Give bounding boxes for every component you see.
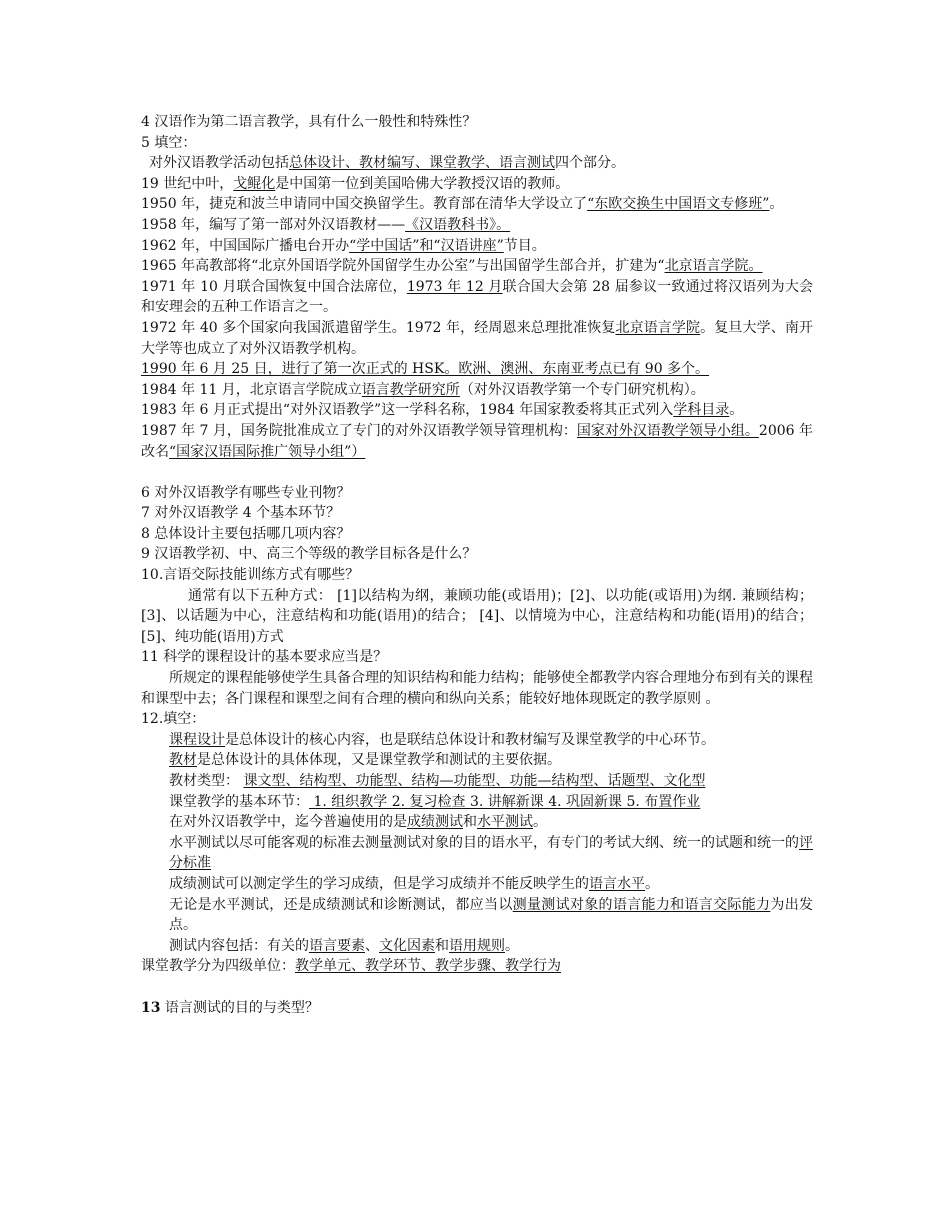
q5-line-2: 19 世纪中叶，戈鲲化是中国第一位到美国哈佛大学教授汉语的教师。	[141, 175, 570, 192]
q12-line-8: 无论是水平测试，还是成绩测试和诊断测试，都应当以测量测试对象的语言能力和语言交际能力为出发点。	[169, 896, 814, 934]
q5-line-8: 1972 年 40 多个国家向我国派遣留学生。1972 年，经周恩来总理批准恢复北京语言学院。复旦大学、南开大学等也成立了对外汉语教学机构。	[141, 319, 814, 357]
question-10-heading: 10.言语交际技能训练方式有哪些？	[141, 567, 360, 584]
q5-line-7: 1971 年 10 月联合国恢复中国合法席位，1973 年 12 月联合国大会第 28 届参议一致通过将汉语列为大会和安理会的五种工作语言之一。	[141, 278, 814, 316]
q5-line-12: 1987 年 7 月，国务院批准成立了专门的对外汉语教学领导管理机构：国家对外汉语教学领导小组。2006 年改名“国家汉语国际推广领导小组”）	[141, 422, 814, 460]
q12-line-1: 课程设计是总体设计的核心内容，也是联结总体设计和教材编写及课堂教学的中心环节。	[169, 731, 715, 748]
q12-line-3: 教材类型： 课文型、结构型、功能型、结构—功能型、功能—结构型、话题型、文化型	[169, 773, 706, 789]
q5-line-1: 对外汉语教学活动包括总体设计、教材编写、课堂教学、语言测试四个部分。	[149, 155, 625, 172]
question-5-heading: 5 填空：	[141, 134, 197, 151]
question-12-heading: 12.填空：	[141, 711, 206, 728]
question-8: 8 总体设计主要包括哪几项内容？	[141, 525, 351, 542]
q12-line-4: 课堂教学的基本环节： 1. 组织教学 2. 复习检查 3. 讲解新课 4. 巩固新课 5. 布置作业	[169, 793, 701, 810]
q5-line-4: 1958 年，编写了第一部对外汉语教材——《汉语教科书》。	[141, 216, 511, 233]
q5-line-5: 1962 年，中国国际广播电台开办“学中国话”和“汉语讲座”节目。	[141, 237, 546, 254]
q12-line-7: 成绩测试可以测定学生的学习成绩，但是学习成绩并不能反映学生的语言水平。	[169, 875, 659, 892]
question-7: 7 对外汉语教学 4 个基本环节？	[141, 505, 341, 522]
q5-line-10: 1984 年 11 月，北京语言学院成立语言教学研究所（对外汉语教学第一个专门研究机构）。	[141, 381, 705, 398]
q12-line-10: 课堂教学分为四级单位：教学单元、教学环节、教学步骤、教学行为	[141, 958, 561, 975]
question-13: 13 语言测试的目的与类型？	[141, 999, 319, 1016]
q12-line-5: 在对外汉语教学中，迄今普遍使用的是成绩测试和水平测试。	[169, 814, 547, 831]
question-6: 6 对外汉语教学有哪些专业刊物？	[141, 484, 351, 501]
q12-line-6: 水平测试以尽可能客观的标准去测量测试对象的目的语水平，有专门的考试大纲、统一的试题和统一的评分标准	[169, 834, 813, 872]
q5-line-9: 1990 年 6 月 25 日，进行了第一次正式的 HSK。欧洲、澳洲、东南亚考点已有 90 多个。	[141, 361, 710, 378]
q5-line-6: 1965 年高教部将“北京外国语学院外国留学生办公室”与出国留学生部合并，扩建为“北京语言学院。	[141, 258, 763, 275]
question-9: 9 汉语教学初、中、高三个等级的教学目标各是什么？	[141, 546, 477, 563]
question-11-heading: 11 科学的课程设计的基本要求应当是？	[141, 649, 388, 666]
document-page	[141, 112, 813, 1018]
q5-line-3: 1950 年，捷克和波兰申请同中国交换留学生。教育部在清华大学设立了“东欧交换生中国语文专修班”。	[141, 196, 784, 213]
q12-line-9: 测试内容包括：有关的语言要素、文化因素和语用规则。	[169, 937, 519, 954]
question-4: 4 汉语作为第二语言教学，具有什么一般性和特殊性？	[141, 114, 477, 130]
q5-line-11: 1983 年 6 月正式提出“对外汉语教学”这一学科名称，1984 年国家教委将其正式列入学科目录。	[141, 402, 744, 419]
q12-line-2: 教材是总体设计的具体体现，又是课堂教学和测试的主要依据。	[169, 752, 561, 769]
q12-answers	[141, 730, 813, 957]
question-11-answer: 所规定的课程能够使学生具备合理的知识结构和能力结构；能够使全都教学内容合理地分布到有关的课程和课型中去；各门课程和课型之间有合理的横向和纵向关系；能较好地体现既定的教学原则 。	[141, 670, 813, 707]
question-10-answer: 通常有以下五种方式： [1]以结构为纲，兼顾功能(或语用)；[2]、以功能(或语用)为纲. 兼顾结构； [3]、以话题为中心，注意结构和功能(语用)的结合； [4]、以情境为中心，注意结构和功能(语用)的结合； [5]、纯功能(语用)方式	[141, 587, 813, 645]
